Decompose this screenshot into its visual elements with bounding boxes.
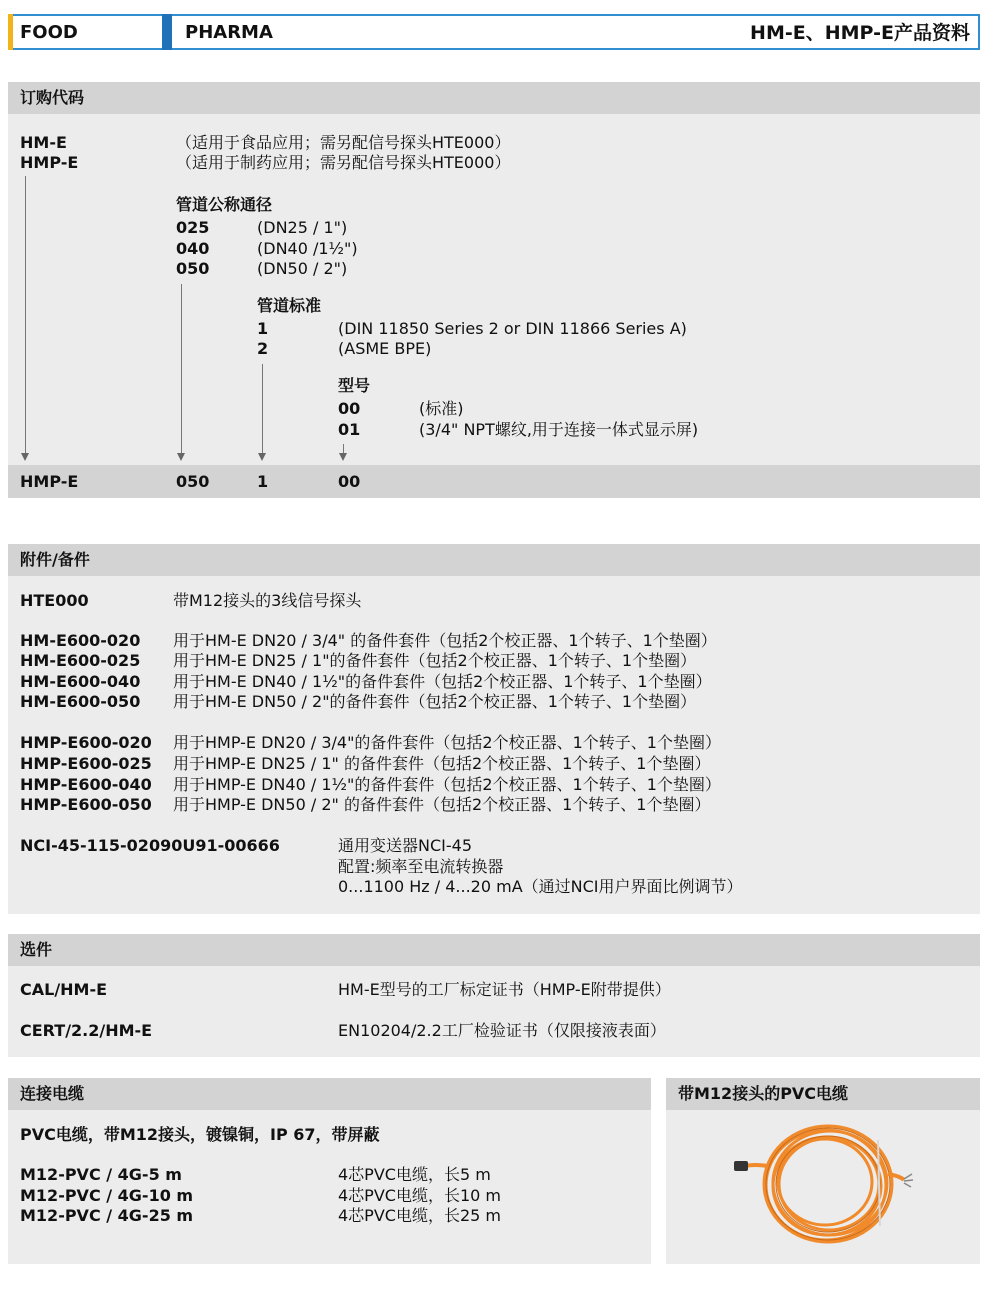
cables-title: 连接电缆 [8, 1078, 651, 1110]
spare-desc: 用于HMP-E DN20 / 3/4"的备件套件（包括2个校正器、1个转子、1个垫圈） [173, 733, 721, 752]
arrow-down-icon [339, 453, 347, 461]
model-code: HMP-E [20, 153, 79, 172]
nci-code: NCI-45-115-02090U91-00666 [20, 836, 280, 855]
connector-line [181, 284, 182, 454]
dn-code: 025 [176, 218, 210, 237]
header-divider [162, 14, 172, 50]
option-desc: HM-E型号的工厂标定证书（HMP-E附带提供） [338, 980, 671, 999]
cable-desc: 4芯PVC电缆，长5 m [338, 1165, 491, 1184]
pvc-cable-image [728, 1114, 918, 1254]
example-model: HMP-E [20, 472, 79, 491]
nci-desc-line: 通用变送器NCI-45 [338, 836, 472, 855]
nci-desc-line: 配置:频率至电流转换器 [338, 857, 504, 876]
spare-code: HM-E600-020 [20, 631, 141, 650]
header-food-accent [8, 14, 13, 50]
spare-desc: 用于HM-E DN20 / 3/4" 的备件套件（包括2个校正器、1个转子、1个垫圈） [173, 631, 717, 650]
nci-desc-line: 0...1100 Hz / 4...20 mA（通过NCI用户界面比例调节） [338, 877, 743, 896]
spare-code: HMP-E600-020 [20, 733, 152, 752]
cables-subtitle: PVC电缆，带M12接头，镀镍铜，IP 67，带屏蔽 [20, 1125, 380, 1144]
model-code: HM-E [20, 133, 67, 152]
connector-line [25, 176, 26, 454]
standard-code: 1 [257, 319, 269, 338]
dn-desc: (DN25 / 1") [257, 218, 348, 237]
standard-code: 2 [257, 339, 269, 358]
spare-code: HM-E600-025 [20, 651, 141, 670]
order-example-row [8, 465, 980, 498]
example-type: 00 [338, 472, 361, 491]
standard-heading: 管道标准 [257, 296, 322, 315]
spare-desc: 用于HM-E DN25 / 1"的备件套件（包括2个校正器、1个转子、1个垫圈） [173, 651, 697, 670]
spare-code: HM-E600-050 [20, 692, 141, 711]
example-standard: 1 [257, 472, 269, 491]
spare-desc: 用于HMP-E DN25 / 1" 的备件套件（包括2个校正器、1个转子、1个垫圈） [173, 754, 711, 773]
type-code: 01 [338, 420, 361, 439]
spare-desc: 用于HM-E DN50 / 2"的备件套件（包括2个校正器、1个转子、1个垫圈） [173, 692, 697, 711]
hte-code: HTE000 [20, 591, 89, 610]
option-desc: EN10204/2.2工厂检验证书（仅限接液表面） [338, 1021, 666, 1040]
cable-code: M12-PVC / 4G-10 m [20, 1186, 194, 1205]
spare-code: HMP-E600-050 [20, 795, 152, 814]
type-heading: 型号 [338, 376, 371, 395]
connector-line [262, 364, 263, 454]
accessories-title: 附件/备件 [8, 544, 980, 576]
dn-code: 040 [176, 239, 210, 258]
type-desc: (标准) [419, 399, 464, 418]
spare-code: HMP-E600-025 [20, 754, 152, 773]
dn-desc: (DN50 / 2") [257, 259, 348, 278]
cable-code: M12-PVC / 4G-25 m [20, 1206, 194, 1225]
hte-desc: 带M12接头的3线信号探头 [173, 591, 362, 610]
option-code: CERT/2.2/HM-E [20, 1021, 153, 1040]
type-desc: (3/4" NPT螺纹,用于连接一体式显示屏) [419, 420, 699, 439]
standard-desc: (DIN 11850 Series 2 or DIN 11866 Series A) [338, 319, 687, 338]
dn-desc: (DN40 /1½") [257, 239, 358, 258]
arrow-down-icon [177, 453, 185, 461]
spare-code: HM-E600-040 [20, 672, 141, 691]
dn-heading: 管道公称通径 [176, 195, 273, 214]
header-title: HM-E、HMP-E产品资料 [750, 22, 970, 44]
type-code: 00 [338, 399, 361, 418]
order-code-title: 订购代码 [8, 82, 980, 114]
example-dn: 050 [176, 472, 210, 491]
cable-desc: 4芯PVC电缆，长25 m [338, 1206, 501, 1225]
cable-desc: 4芯PVC电缆，长10 m [338, 1186, 501, 1205]
spare-code: HMP-E600-040 [20, 775, 152, 794]
header-pharma-label: PHARMA [185, 22, 273, 43]
model-desc: （适用于制药应用；需另配信号探头HTE000） [176, 153, 511, 172]
spare-desc: 用于HMP-E DN50 / 2" 的备件套件（包括2个校正器、1个转子、1个垫圈） [173, 795, 711, 814]
model-desc: （适用于食品应用；需另配信号探头HTE000） [176, 133, 511, 152]
options-title: 选件 [8, 934, 980, 966]
cable-code: M12-PVC / 4G-5 m [20, 1165, 182, 1184]
spare-desc: 用于HM-E DN40 / 1½"的备件套件（包括2个校正器、1个转子、1个垫圈） [173, 672, 712, 691]
standard-desc: (ASME BPE) [338, 339, 432, 358]
arrow-down-icon [258, 453, 266, 461]
header-food-label: FOOD [20, 22, 78, 43]
arrow-down-icon [21, 453, 29, 461]
option-code: CAL/HM-E [20, 980, 108, 999]
dn-code: 050 [176, 259, 210, 278]
spare-desc: 用于HMP-E DN40 / 1½"的备件套件（包括2个校正器、1个转子、1个垫圈） [173, 775, 721, 794]
cable-photo-title: 带M12接头的PVC电缆 [666, 1078, 980, 1110]
